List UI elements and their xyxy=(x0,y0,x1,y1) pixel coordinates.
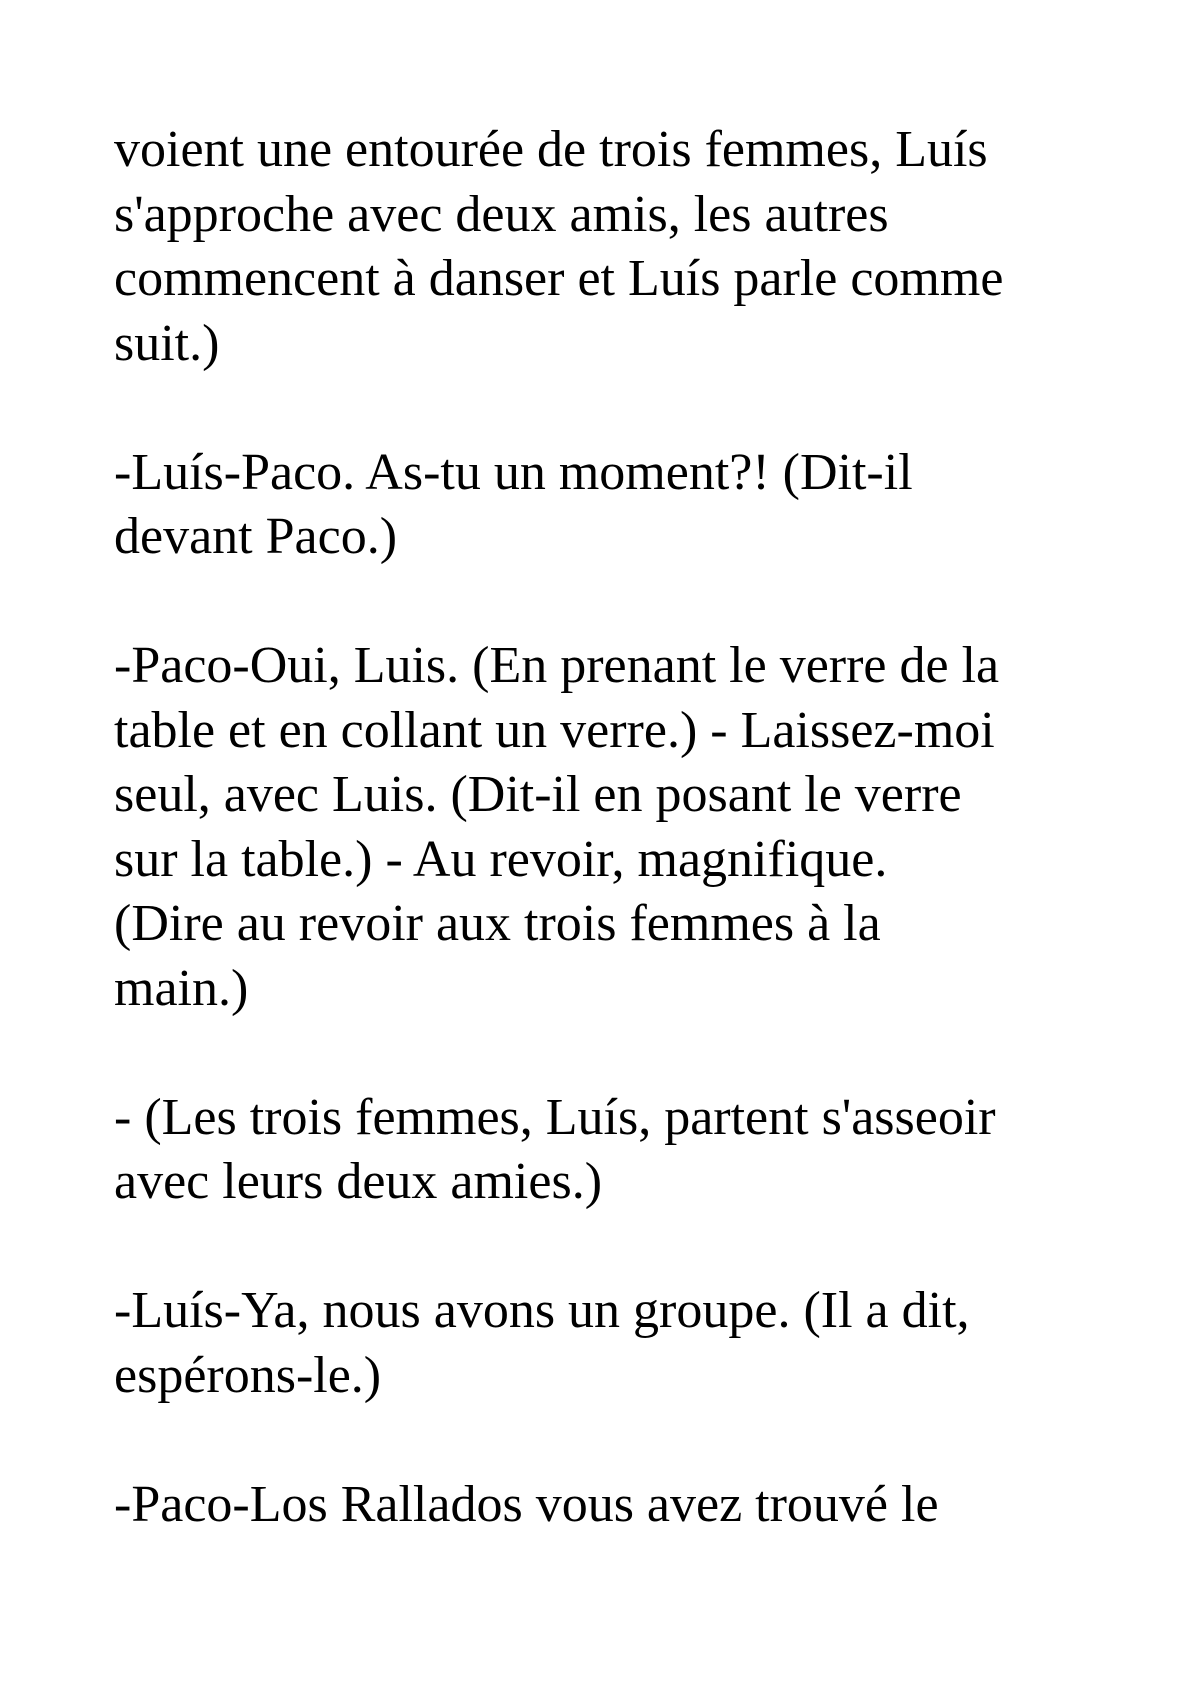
paragraph-women-leave: - (Les trois femmes, Luís, partent s'asseoir avec leurs deux amies.) xyxy=(114,1088,996,1210)
paragraph-paco-rallados: -Paco-Los Rallados vous avez trouvé le xyxy=(114,1475,939,1533)
paragraph-luis-group: -Luís-Ya, nous avons un groupe. (Il a dit, espérons-le.) xyxy=(114,1282,970,1404)
paragraph-stage-direction: voient une entourée de trois femmes, Luís s'approche avec deux amis, les autres commencent à danser et Luís parle comme suit.) xyxy=(114,121,1004,372)
paragraph-paco-line: -Paco-Oui, Luis. (En prenant le verre de la table et en collant un verre.) - Laissez-moi seul, avec Luis. (Dit-il en posant le verre sur la table.) - Au revoir, magnifique. (Dire au revoir aux trois femmes à la main.) xyxy=(114,637,1000,1017)
document-page xyxy=(114,118,1114,1537)
paragraph-luis-line: -Luís-Paco. As-tu un moment?! (Dit-il devant Paco.) xyxy=(114,443,913,565)
